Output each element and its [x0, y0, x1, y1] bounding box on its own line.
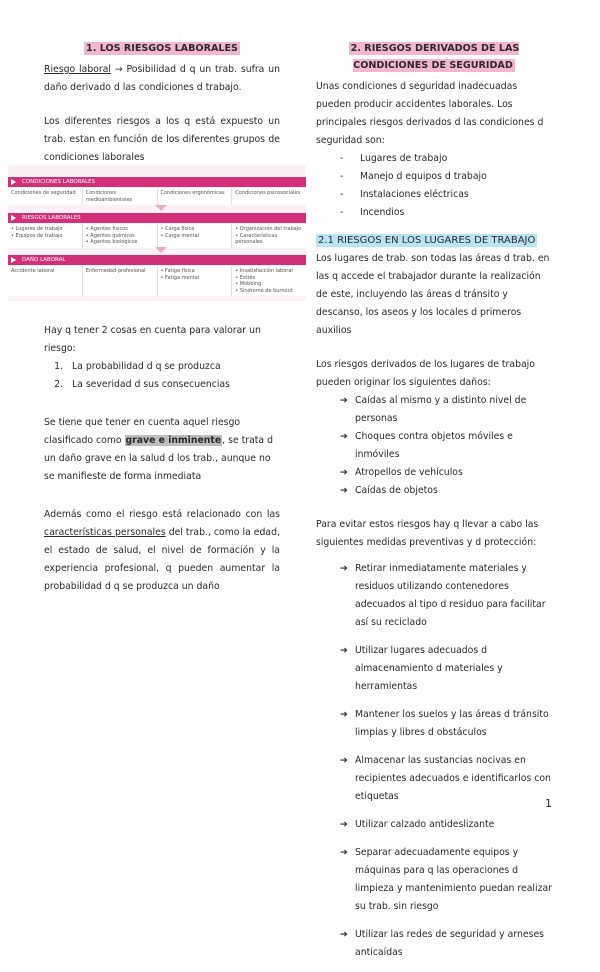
list-item: ➔ Utilizar las redes de seguridad y arneses anticaídas — [340, 926, 552, 962]
left-column — [44, 40, 280, 167]
cell: Enfermedad profesional — [83, 266, 158, 296]
cell: Condiciones medioambientales — [83, 188, 158, 205]
measures-list — [316, 560, 552, 962]
arrow-right-icon: ➔ — [340, 929, 348, 940]
section-1-title: 1. LOS RIESGOS LABORALES — [86, 43, 238, 54]
arrow-down-icon — [155, 205, 167, 211]
left-column-lower — [44, 322, 280, 596]
cell: Condiciones de seguridad — [8, 188, 83, 205]
band-conditions: CONDICIONES LABORALES — [8, 177, 306, 187]
cell: Condiciones ergonómicas — [158, 188, 233, 205]
list-item: - Incendios — [340, 204, 552, 222]
cell: • Insatisfacción laboral • Estrés • Mobbing • Síndrome de burnout — [232, 266, 306, 296]
assessment-paragraph: Hay q tener 2 cosas en cuenta para valorar un riesgo: — [44, 325, 261, 354]
list-item: - Manejo d equipos d trabajo — [340, 168, 552, 186]
damages-intro: Los riesgos derivados de los lugares de trabajo pueden originar los siguientes daños: — [316, 359, 535, 388]
row-risks — [8, 224, 306, 248]
measures-intro: Para evitar estos riesgos hay q llevar a cabo las siguientes medidas preventivas y d protección: — [316, 519, 539, 548]
arrow-right-icon: ➔ — [340, 467, 348, 478]
arrow-right-icon: ➔ — [340, 847, 348, 858]
list-item: ➔ Utilizar calzado antideslizante — [340, 816, 552, 834]
list-item: - Lugares de trabajo — [340, 150, 552, 168]
right-column — [316, 40, 552, 972]
list-item: 1. La probabilidad d q se produzca — [66, 358, 280, 376]
security-paragraph: Unas condiciones d seguridad inadecuadas pueden producir accidentes laborales. Los principales riesgos derivados d las condiciones d seguridad son: — [316, 81, 544, 146]
arrow-right-icon: ➔ — [340, 485, 348, 496]
security-risks-list — [316, 150, 552, 222]
list-item: ➔ Choques contra objetos móviles e inmóviles — [340, 428, 552, 464]
band-risks: RIESGOS LABORALES — [8, 213, 306, 223]
cell: • Organización del trabajo • Características personales — [232, 224, 306, 248]
conditions-paragraph: Los diferentes riesgos a los q está expuesto un trab. estan en función de los diferentes grupos de condiciones laborales — [44, 116, 280, 163]
cell: • Lugares de trabajo • Equipos de trabajo — [8, 224, 83, 248]
list-item: - Instalaciones eléctricas — [340, 186, 552, 204]
row-conditions — [8, 188, 306, 205]
risk-definition: Riesgo laboral → Posibilidad d q un trab. sufra un daño derivado d las condiciones d trabajo. — [44, 64, 281, 93]
arrow-right-icon: ➔ — [340, 709, 348, 720]
section-2-title: 2. RIESGOS DERIVADOS DE LAS CONDICIONES DE SEGURIDAD — [350, 43, 520, 71]
arrow-right-icon: ➔ — [340, 395, 348, 406]
cell: Condiciones psicosociales — [232, 188, 306, 205]
list-item: ➔ Separar adecuadamente equipos y máquinas para q las operaciones d limpieza y mantenimiento puedan realizar su trab. sin riesgo — [340, 844, 552, 916]
list-item: ➔ Mantener los suelos y las áreas d tránsito limpias y libres d obstáculos — [340, 706, 552, 742]
damages-list — [316, 392, 552, 500]
arrow-right-icon: ➔ — [340, 645, 348, 656]
conditions-diagram — [8, 165, 306, 301]
band-damage: DAÑO LABORAL — [8, 255, 306, 265]
arrow-right-icon: ➔ — [340, 819, 348, 830]
workplace-paragraph: Los lugares de trab. son todas las áreas d trab. en las q accede el trabajador durante la realización de este, incluyendo las áreas d tránsito y descanso, los aseos y los locales d primeros auxilios — [316, 253, 550, 336]
arrow-down-icon — [155, 247, 167, 253]
list-item: ➔ Utilizar lugares adecuados d almacenamiento d materiales y herramientas — [340, 642, 552, 696]
assessment-list — [44, 358, 280, 394]
arrow-right-icon: ➔ — [340, 755, 348, 766]
list-item: ➔ Retirar inmediatamente materiales y residuos utilizando contenedores adecuados al tipo d residuo para facilitar así su reciclado — [340, 560, 552, 632]
cell: • Fatiga física • Fatiga mental — [158, 266, 233, 296]
arrow-right-icon: ➔ — [340, 431, 348, 442]
list-item: ➔ Caídas al mismo y a distinto nivel de personas — [340, 392, 552, 428]
list-item: ➔ Atropellos de vehículos — [340, 464, 552, 482]
grave-paragraph: Se tiene que tener en cuenta aquel riesgo clasificado como grave e inminente, se trata d un daño grave en la salud d los trab., aunque no se manifieste de forma inmediata — [44, 417, 273, 482]
subsection-2-1-title: 2.1 RIESGOS EN LOS LUGARES DE TRABAJO — [318, 235, 536, 246]
list-item: ➔ Caídas de objetos — [340, 482, 552, 500]
cell: Accidente laboral — [8, 266, 83, 296]
cell: • Agentes físicos • Agentes químicos • Agentes biológicos — [83, 224, 158, 248]
list-item: ➔ Almacenar las sustancias nocivas en recipientes adecuados e identificarlos con etiquetas — [340, 752, 552, 806]
row-damage — [8, 266, 306, 296]
list-item: 2. La severidad d sus consecuencias — [66, 376, 280, 394]
arrow-right-icon: ➔ — [340, 563, 348, 574]
cell: • Carga física • Carga mental — [158, 224, 233, 248]
personal-characteristics-paragraph: Además como el riesgo está relacionado con las características personales del trab., como la edad, el estado de salud, el nivel de formación y la experiencia profesional, q pueden aumentar la probabilidad d q se produzca un daño — [44, 509, 280, 592]
page-number: 1 — [545, 797, 552, 810]
